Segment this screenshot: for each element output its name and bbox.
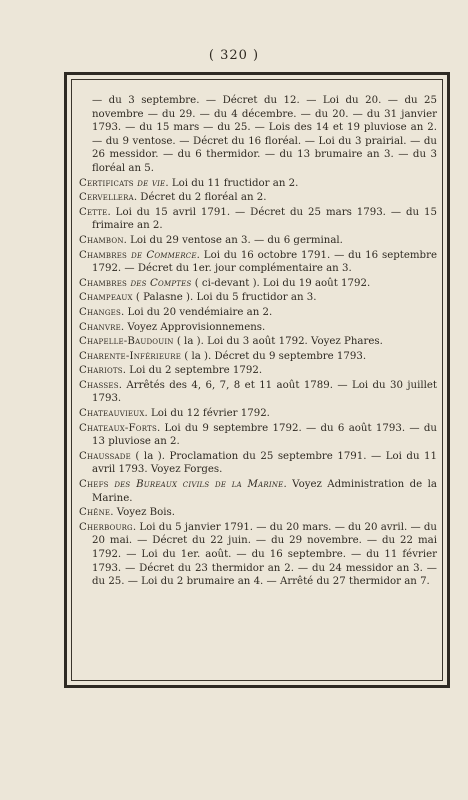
entry-heading-word: Chateaux-Forts (79, 422, 157, 434)
entry-heading (79, 479, 283, 490)
entry-heading (79, 423, 157, 434)
index-entry (79, 506, 437, 520)
entry-references: . Loi du 5 janvier 1791. — du 20 mars. — du 20 avril. — du 20 mai. — Décret du 22 juin. — du 29 novembre. — du 22 mai 1792. — Loi du 1er. août. — du 16 septembre. — du 11 février 1793. — Décret du 23 thermidor an 2. — du 24 messidor an 3. — du 25. — Loi du 2 brumaire an 4. — Arrêté du 27 thermidor an 7. (92, 521, 437, 588)
entry-references: . Voyez Bois. (110, 507, 176, 519)
entry-heading-word: Chateauvieux (79, 408, 145, 420)
index-entry (79, 422, 437, 449)
index-entry (79, 350, 437, 364)
index-entry (79, 291, 437, 305)
entry-heading (79, 451, 131, 462)
continued-entry: — du 3 septembre. — Décret du 12. — Loi du 20. — du 25 novembre — du 29. — du 4 décembre. — du 20. — du 31 janvier 1793. — du 15 mars — du 25. — Lois des 14 et 19 pluviose an 2. — du 9 ventose. — Décret du 16 floréal. — Loi du 3 prairial. — du 26 messidor. — du 6 thermidor. — du 13 brumaire an 3. — du 3 floréal an 5. (92, 95, 437, 174)
entry-references: . Voyez Approvisionnemens. (120, 321, 266, 333)
entry-heading-word: Changes (79, 306, 121, 318)
entry-references: . Loi du 9 septembre 1792. — du 6 août 1793. — du 13 pluviose an 2. (92, 422, 437, 448)
index-entry (79, 364, 437, 378)
entry-references: ( la ). Proclamation du 25 septembre 1791. — Loi du 11 avril 1793. Voyez Forges. (92, 450, 437, 476)
entry-references: . Voyez Administration de la Marine. (92, 479, 437, 504)
index-entry (79, 521, 437, 589)
entry-references: ( ci-devant ). Loi du 19 août 1792. (191, 277, 371, 289)
entry-heading (79, 192, 134, 203)
entry-heading (79, 365, 123, 376)
index-entry (79, 249, 437, 276)
index-entry (79, 206, 437, 233)
entry-references: ( Palasne ). Loi du 5 fructidor an 3. (132, 292, 317, 304)
entry-heading-qualifier: de Commerce (131, 249, 197, 261)
entry-heading (79, 307, 121, 318)
page-number: ( 320 ) (208, 48, 260, 63)
entry-heading (79, 408, 145, 419)
entry-heading (79, 250, 197, 261)
entry-heading-qualifier: de vie (137, 177, 166, 189)
entry-heading-qualifier: des Comptes (130, 277, 192, 289)
entry-heading (79, 336, 174, 347)
index-entry (79, 191, 437, 205)
entry-heading-qualifier: des Bureaux civils de la Marine (114, 479, 284, 491)
entry-heading-word: Chefs (79, 479, 109, 491)
entry-heading (79, 207, 107, 218)
entry-references: ( la ). Loi du 3 août 1792. Voyez Phares. (173, 336, 383, 348)
entry-heading-word: Charente-Inférieure (79, 350, 182, 362)
entry-heading (79, 278, 191, 289)
entry-heading-word: Cette (79, 206, 108, 218)
index-content (79, 94, 437, 590)
entry-heading (79, 235, 124, 246)
index-entry (79, 478, 437, 505)
entry-references: . Loi du 20 vendémiaire an 2. (120, 306, 273, 318)
entry-heading-word: Chambres (79, 277, 128, 289)
index-entry (79, 306, 437, 320)
entry-heading (79, 178, 165, 189)
entry-references: . Arrêtés des 4, 6, 7, 8 et 11 août 1789. — Loi du 30 juillet 1793. (92, 379, 437, 405)
entry-references: . Loi du 29 ventose an 3. — du 6 germinal. (123, 234, 343, 246)
entry-references: . Loi du 16 octobre 1791. — du 16 septembre 1792. — Décret du 1er. jour complémentaire an 3. (92, 249, 437, 275)
index-entry (79, 450, 437, 477)
entry-heading-word: Chambres (79, 249, 128, 261)
entry-heading-word: Chaussade (79, 450, 131, 462)
entry-heading (79, 292, 133, 303)
entry-references: . Loi du 15 avril 1791. — Décret du 25 mars 1793. — du 15 frimaire an 2. (92, 206, 437, 232)
entry-heading (79, 322, 121, 333)
entry-references: . Loi du 11 fructidor an 2. (165, 177, 299, 189)
index-entry (79, 407, 437, 421)
entry-heading-word: Chambon (79, 234, 124, 246)
entry-heading-word: Chariots (79, 365, 123, 377)
entry-heading-word: Chanvre (79, 321, 121, 333)
entry-heading-word: Certificats (79, 177, 134, 189)
index-entry (79, 177, 437, 191)
entry-references: . Loi du 12 février 1792. (144, 408, 270, 420)
entry-heading-word: Chasses (79, 379, 119, 391)
index-entry (79, 379, 437, 406)
entry-heading (79, 380, 119, 391)
entry-references: . Loi du 2 septembre 1792. (122, 365, 263, 377)
index-entry (79, 277, 437, 291)
entry-heading-word: Chêne (79, 507, 111, 519)
entry-heading (79, 522, 133, 533)
entry-heading (79, 351, 181, 362)
entry-heading (79, 507, 110, 518)
entry-references: . Décret du 2 floréal an 2. (133, 192, 267, 204)
entry-heading-word: Chapelle-Baudouin (79, 336, 174, 348)
entry-heading-word: Cervellera (79, 192, 134, 204)
index-entry (79, 234, 437, 248)
index-entry (79, 335, 437, 349)
index-entry (79, 321, 437, 335)
entry-heading-word: Champeaux (79, 292, 133, 304)
index-entries (79, 177, 437, 589)
entry-references: ( la ). Décret du 9 septembre 1793. (181, 350, 367, 362)
entry-heading-word: Cherbourg (79, 521, 133, 533)
